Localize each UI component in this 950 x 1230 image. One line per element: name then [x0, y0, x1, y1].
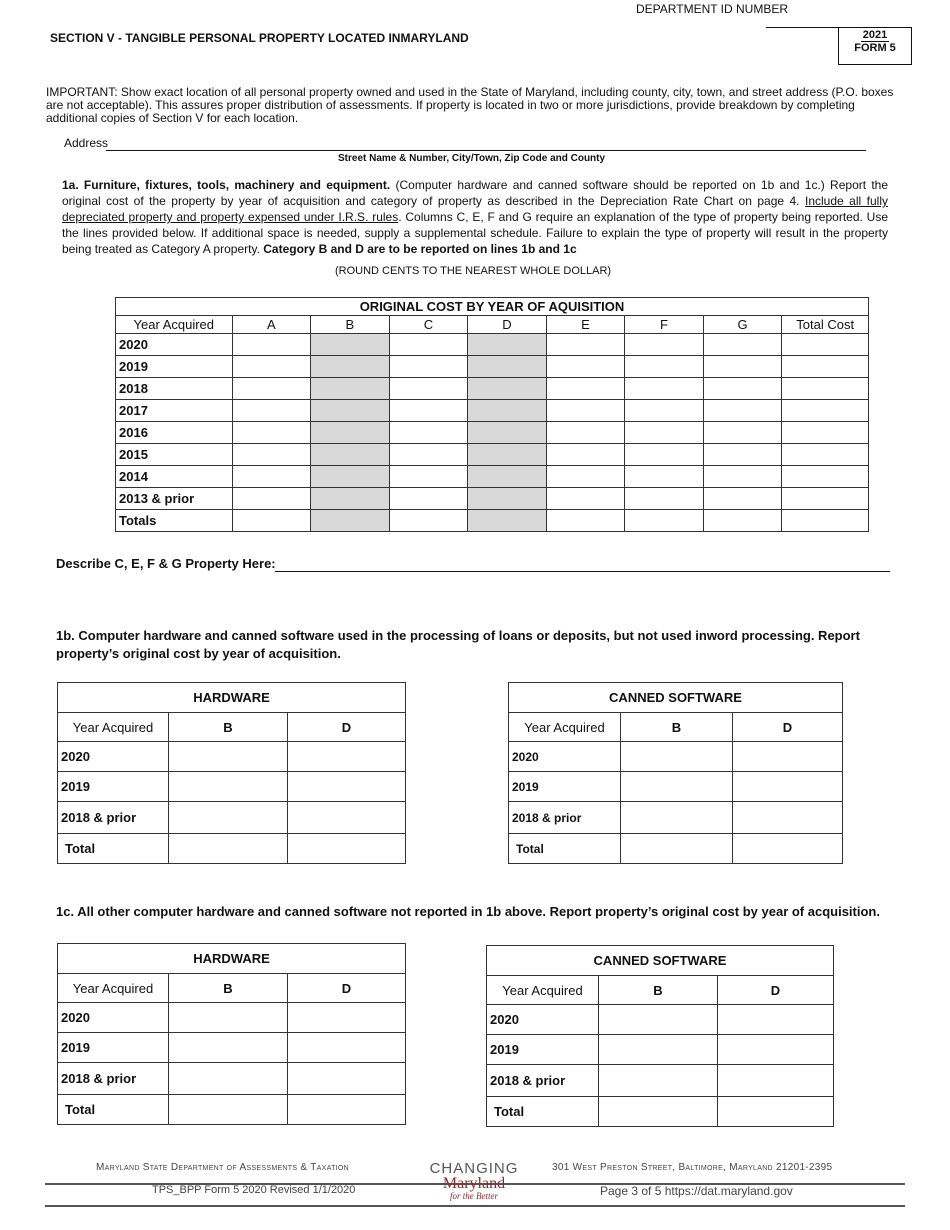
cell-e[interactable]	[546, 378, 625, 400]
table-row	[509, 834, 843, 864]
cell-d[interactable]	[718, 1005, 834, 1035]
cell-d[interactable]	[733, 802, 843, 834]
cell-f[interactable]	[625, 488, 704, 510]
col-year-acquired: Year Acquired	[487, 976, 599, 1005]
footer-address: 301 West Preston Street, Baltimore, Maryland 21201-2395	[552, 1162, 833, 1173]
cell-b[interactable]	[169, 802, 288, 834]
important-notice: IMPORTANT: Show exact location of all personal property owned and used in the State of Maryland, including county, city, town, and street address (P.O. boxes are not acceptable). This assures proper distribution of assessments. If property is located in two or more jurisdictions, provide breakdown by completing additional copies of Section V for each location.	[46, 85, 894, 125]
describe-property-label: Describe C, E, F & G Property Here:	[56, 556, 276, 571]
table-row	[487, 1005, 834, 1035]
footer-agency: Maryland State Department of Assessments & Taxation	[96, 1162, 349, 1173]
1b-hardware-table	[57, 682, 406, 864]
cell-d	[468, 510, 547, 532]
cell-d[interactable]	[718, 1035, 834, 1065]
1b-software-title: CANNED SOFTWARE	[509, 683, 843, 713]
cell-b[interactable]	[169, 1063, 288, 1095]
table-row	[509, 742, 843, 772]
cell-total[interactable]	[782, 422, 869, 444]
section-1c-instructions: 1c. All other computer hardware and canned software not reported in 1b above. Report property’s original cost by year of acquisition.	[56, 904, 880, 919]
1c-software-title: CANNED SOFTWARE	[487, 946, 834, 976]
cell-d[interactable]	[288, 772, 406, 802]
cell-d[interactable]	[288, 1033, 406, 1063]
address-field[interactable]	[106, 150, 866, 151]
cell-d[interactable]	[718, 1097, 834, 1127]
cell-total[interactable]	[782, 400, 869, 422]
rounding-note: (ROUND CENTS TO THE NEAREST WHOLE DOLLAR)	[335, 265, 612, 277]
col-year-acquired: Year Acquired	[116, 316, 233, 334]
cell-b	[311, 444, 390, 466]
col-d: D	[718, 976, 834, 1005]
cell-e[interactable]	[546, 400, 625, 422]
cell-a[interactable]	[232, 488, 311, 510]
col-b: B	[621, 713, 733, 742]
cell-e[interactable]	[546, 510, 625, 532]
cell-total[interactable]	[782, 510, 869, 532]
cell-d[interactable]	[733, 742, 843, 772]
cell-f[interactable]	[625, 334, 704, 356]
cell-f[interactable]	[625, 444, 704, 466]
row-year-label: 2018 & prior	[58, 1063, 169, 1095]
cell-e[interactable]	[546, 334, 625, 356]
cell-g[interactable]	[703, 378, 782, 400]
col-d: D	[733, 713, 843, 742]
cell-b[interactable]	[599, 1065, 718, 1097]
row-year-label: 2017	[116, 400, 233, 422]
section-1a-text1: (Computer hardware and canned software should be reported on 1b and 1c.) Report the original cost of the property by year of acquisition and category of property as described in the Depreciation Rate Chart on page 4.	[62, 178, 889, 208]
logo-line1: CHANGING	[429, 1160, 519, 1177]
changing-maryland-logo	[424, 1160, 524, 1201]
cell-a[interactable]	[232, 466, 311, 488]
cell-b[interactable]	[621, 772, 733, 802]
cell-b	[311, 488, 390, 510]
cell-a[interactable]	[232, 444, 311, 466]
cell-b[interactable]	[169, 1003, 288, 1033]
cell-g[interactable]	[703, 334, 782, 356]
cell-d[interactable]	[733, 772, 843, 802]
1b-software-table	[508, 682, 843, 864]
cell-d[interactable]	[718, 1065, 834, 1097]
table-row	[116, 334, 869, 356]
row-year-label: 2018 & prior	[58, 802, 169, 834]
row-year-label: 2015	[116, 444, 233, 466]
row-year-label: 2019	[58, 1033, 169, 1063]
table-row	[509, 772, 843, 802]
row-year-label: 2019	[116, 356, 233, 378]
table-row	[487, 1035, 834, 1065]
row-year-label: 2020	[58, 742, 169, 772]
cell-d	[468, 422, 547, 444]
cell-d	[468, 466, 547, 488]
cell-g[interactable]	[703, 466, 782, 488]
cell-b[interactable]	[621, 802, 733, 834]
row-year-label: 2018 & prior	[487, 1065, 599, 1097]
col-e: E	[546, 316, 625, 334]
row-year-label: 2018	[116, 378, 233, 400]
cell-a[interactable]	[232, 510, 311, 532]
row-year-label: 2018 & prior	[509, 802, 621, 834]
footer-form-revision: TPS_BPP Form 5 2020 Revised 1/1/2020	[152, 1184, 356, 1196]
cell-f[interactable]	[625, 422, 704, 444]
cell-g[interactable]	[703, 356, 782, 378]
cell-total[interactable]	[782, 466, 869, 488]
table-row	[58, 1095, 406, 1125]
cell-b[interactable]	[169, 1033, 288, 1063]
cell-b[interactable]	[169, 1095, 288, 1125]
cell-f[interactable]	[625, 356, 704, 378]
cell-c[interactable]	[389, 444, 468, 466]
col-d: D	[468, 316, 547, 334]
cell-a[interactable]	[232, 356, 311, 378]
row-year-label: 2020	[58, 1003, 169, 1033]
1c-software-table	[486, 945, 834, 1127]
original-cost-table-caption: ORIGINAL COST BY YEAR OF AQUISITION	[116, 298, 869, 316]
section-title: SECTION V - TANGIBLE PERSONAL PROPERTY LOCATED INMARYLAND	[50, 31, 469, 45]
section-1a-text2: . Columns C, E, F and G require an explanation of the type of property being reported. Use the lines provided below. If additional space is needed, supply a supplemental schedule. Failure to explain the type of property will result in the property being treated as Category A property.	[62, 210, 888, 256]
row-year-label: Totals	[116, 510, 233, 532]
form-year: 2021	[862, 29, 888, 41]
col-year-acquired: Year Acquired	[58, 713, 169, 742]
cell-a[interactable]	[232, 334, 311, 356]
table-row	[116, 356, 869, 378]
cell-b[interactable]	[599, 1097, 718, 1127]
table-row	[487, 1065, 834, 1097]
cell-d	[468, 400, 547, 422]
table-row	[58, 772, 406, 802]
cell-b	[311, 466, 390, 488]
logo-line2: Maryland	[442, 1175, 506, 1192]
col-b: B	[169, 974, 288, 1003]
cell-d[interactable]	[733, 834, 843, 864]
cell-b[interactable]	[169, 742, 288, 772]
cell-d[interactable]	[288, 1003, 406, 1033]
section-1a-instructions	[62, 177, 888, 257]
cell-e[interactable]	[546, 356, 625, 378]
col-b: B	[169, 713, 288, 742]
cell-b[interactable]	[599, 1005, 718, 1035]
cell-d[interactable]	[288, 802, 406, 834]
col-year-acquired: Year Acquired	[509, 713, 621, 742]
footer-page-number: Page 3 of 5 https://dat.maryland.gov	[600, 1184, 793, 1198]
cell-d	[468, 444, 547, 466]
cell-g[interactable]	[703, 400, 782, 422]
row-year-label: 2020	[116, 334, 233, 356]
cell-d	[468, 356, 547, 378]
cell-c[interactable]	[389, 334, 468, 356]
cell-b	[311, 334, 390, 356]
col-b: B	[311, 316, 390, 334]
form-name: FORM 5	[854, 42, 896, 54]
col-g: G	[703, 316, 782, 334]
row-year-label: 2020	[487, 1005, 599, 1035]
cell-f[interactable]	[625, 400, 704, 422]
cell-d[interactable]	[288, 742, 406, 772]
cell-b	[311, 422, 390, 444]
table-row	[58, 1063, 406, 1095]
cell-g[interactable]	[703, 510, 782, 532]
1b-hardware-title: HARDWARE	[58, 683, 406, 713]
col-d: D	[288, 974, 406, 1003]
cell-c[interactable]	[389, 378, 468, 400]
table-row	[116, 466, 869, 488]
cell-total[interactable]	[782, 356, 869, 378]
cell-g[interactable]	[703, 488, 782, 510]
address-label: Address	[64, 136, 109, 150]
table-row	[58, 742, 406, 772]
cell-a[interactable]	[232, 400, 311, 422]
cell-d	[468, 488, 547, 510]
col-c: C	[389, 316, 468, 334]
row-year-label: 2013 & prior	[116, 488, 233, 510]
cell-d[interactable]	[288, 1063, 406, 1095]
table-row	[58, 1033, 406, 1063]
cell-b[interactable]	[169, 772, 288, 802]
table-row	[58, 802, 406, 834]
cell-total[interactable]	[782, 334, 869, 356]
cell-e[interactable]	[546, 466, 625, 488]
table-row	[509, 802, 843, 834]
cell-g[interactable]	[703, 422, 782, 444]
cell-f[interactable]	[625, 378, 704, 400]
cell-c[interactable]	[389, 466, 468, 488]
cell-c[interactable]	[389, 356, 468, 378]
table-row	[58, 1003, 406, 1033]
form-id-box	[838, 27, 912, 65]
cell-b[interactable]	[621, 834, 733, 864]
table-row	[116, 400, 869, 422]
col-b: B	[599, 976, 718, 1005]
col-year-acquired: Year Acquired	[58, 974, 169, 1003]
row-year-label: Total	[58, 834, 169, 864]
address-caption: Street Name & Number, City/Town, Zip Code and County	[338, 153, 606, 164]
section-1a-underlined: Include all fully depreciated property and property expensed under I.R.S. rules	[62, 194, 888, 224]
row-year-label: 2019	[58, 772, 169, 802]
cell-g[interactable]	[703, 444, 782, 466]
row-year-label: Total	[509, 834, 621, 864]
cell-total[interactable]	[782, 378, 869, 400]
row-year-label: 2019	[509, 772, 621, 802]
cell-c[interactable]	[389, 510, 468, 532]
cell-f[interactable]	[625, 466, 704, 488]
cell-total[interactable]	[782, 488, 869, 510]
department-id-label: DEPARTMENT ID NUMBER	[636, 2, 789, 16]
row-year-label: 2016	[116, 422, 233, 444]
logo-line3: for the Better	[450, 1191, 498, 1201]
table-row	[116, 444, 869, 466]
cell-f[interactable]	[625, 510, 704, 532]
cell-total[interactable]	[782, 444, 869, 466]
col-f: F	[625, 316, 704, 334]
col-a: A	[232, 316, 311, 334]
cell-d	[468, 378, 547, 400]
row-year-label: 2014	[116, 466, 233, 488]
original-cost-table	[115, 297, 869, 532]
footer-rule-bottom	[45, 1205, 905, 1207]
cell-b	[311, 400, 390, 422]
cell-c[interactable]	[389, 488, 468, 510]
cell-d[interactable]	[288, 1095, 406, 1125]
row-year-label: 2020	[509, 742, 621, 772]
section-1a-bold-end: Category B and D are to be reported on lines 1b and 1c	[263, 242, 577, 256]
1c-hardware-table	[57, 943, 406, 1125]
table-row	[116, 422, 869, 444]
cell-c[interactable]	[389, 400, 468, 422]
table-row	[116, 378, 869, 400]
col-total-cost: Total Cost	[782, 316, 869, 334]
table-row	[487, 1097, 834, 1127]
cell-d	[468, 334, 547, 356]
section-1b-instructions: 1b. Computer hardware and canned software used in the processing of loans or deposits, but not used inword processing. Report property’s original cost by year of acquisition.	[56, 628, 860, 661]
cell-c[interactable]	[389, 422, 468, 444]
cell-a[interactable]	[232, 378, 311, 400]
cell-e[interactable]	[546, 488, 625, 510]
table-row	[116, 510, 869, 532]
row-year-label: Total	[487, 1097, 599, 1127]
cell-a[interactable]	[232, 422, 311, 444]
cell-e[interactable]	[546, 444, 625, 466]
cell-e[interactable]	[546, 422, 625, 444]
section-1a-lead: 1a. Furniture, fixtures, tools, machinery and equipment.	[62, 178, 391, 192]
cell-b[interactable]	[169, 834, 288, 864]
table-row	[116, 488, 869, 510]
cell-b	[311, 356, 390, 378]
describe-property-field[interactable]	[275, 571, 890, 572]
cell-b[interactable]	[621, 742, 733, 772]
row-year-label: 2019	[487, 1035, 599, 1065]
cell-b[interactable]	[599, 1035, 718, 1065]
cell-d[interactable]	[288, 834, 406, 864]
col-d: D	[288, 713, 406, 742]
1c-hardware-title: HARDWARE	[58, 944, 406, 974]
cell-b	[311, 378, 390, 400]
table-row	[58, 834, 406, 864]
row-year-label: Total	[58, 1095, 169, 1125]
cell-b	[311, 510, 390, 532]
